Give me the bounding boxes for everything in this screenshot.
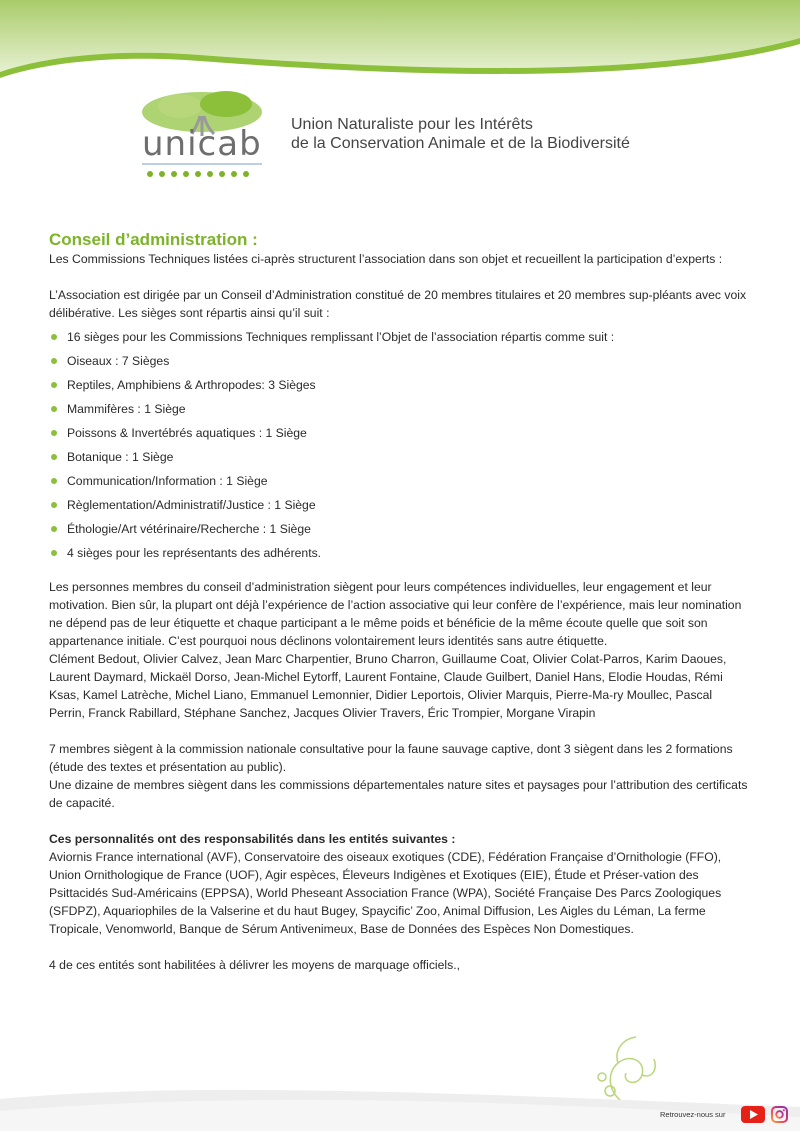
bullet-icon: [51, 454, 57, 460]
board-composition-paragraph: L’Association est dirigée par un Conseil d’Administration constitué de 20 membres titulaires et 20 membres sup-pléants avec voix délibérative. Les sièges sont répartis ainsi qu’il suit :: [49, 288, 747, 320]
organization-name: [291, 115, 630, 153]
list-item: Oiseaux : 7 Sièges: [49, 352, 749, 376]
entities-list: Aviornis France international (AVF), Conservatoire des oiseaux exotiques (CDE), Fédération Française d’Ornithologie (FFO), Union Ornithologique de France (UOF), Agir espèces, Éleveurs Indigènes et Exotiques (EIE), Étude et Préser-vation des Psittacidés Sud-Américains (EPPSA), World Pheseant Association France (WPA), Société Française Des Parcs Zoologiques (SFDPZ), Aquariophiles de la Valserine et du haut Bugey, Spaycific’ Zoo, Animal Diffusion, Les Aigles du Léman, La ferme Tropicale, Venomworld, Banque de Sérum Antivenimeux, Base de Données des Espèces Non Domestiques.: [49, 850, 722, 936]
bullet-icon: [51, 334, 57, 340]
commission-departementale-paragraph: Une dizaine de membres siègent dans les commissions départementales nature sites et paysages pour l’attribution des certificats de capacité.: [49, 778, 748, 810]
organization-name-line2: de la Conservation Animale et de la Biodiversité: [291, 135, 630, 152]
list-item: Règlementation/Administratif/Justice : 1 Siège: [49, 496, 749, 520]
bullet-icon: [51, 526, 57, 532]
list-item: Éthologie/Art vétérinaire/Recherche : 1 Siège: [49, 520, 749, 544]
commission-nationale-paragraph: 7 membres siègent à la commission nationale consultative pour la faune sauvage captive, dont 3 siègent dans les 2 formations (étude des textes et présentation au public).: [49, 742, 733, 774]
bullet-icon: [51, 358, 57, 364]
section-title: Conseil d’administration :: [49, 230, 258, 249]
bullet-icon: [51, 478, 57, 484]
instagram-icon[interactable]: [771, 1106, 788, 1123]
social-caption: Retrouvez-nous sur: [660, 1110, 726, 1119]
members-list: Clément Bedout, Olivier Calvez, Jean Marc Charpentier, Bruno Charron, Guillaume Coat, Olivier Colat-Parros, Karim Daoues, Laurent Daymard, Mickaël Dorso, Jean-Michel Eytorff, Laurent Fontaine, Claude Guilbert, Daniel Hans, Elodie Houdas, Rémi Ksas, Kamel Latrèche, Michel Liano, Emmanuel Lemonnier, Didier Leportois, Olivier Marquis, Pierre-Ma-ry Moullec, Pascal Perrin, Franck Rabillard, Stéphane Sanchez, Jacques Olivier Travers, Éric Trompier, Morgane Virapin: [49, 652, 727, 720]
entities-heading: Ces personnalités ont des responsabilités dans les entités suivantes :: [49, 832, 456, 846]
members-motivation-paragraph: Les personnes membres du conseil d’administration siègent pour leurs compétences individuelles, leur engagement et leur motivation. Bien sûr, la plupart ont déjà l’expérience de l’action associative qui leur confère de l’expérience, mais leur nomination ne dépend pas de leur étiquette et chaque participant a le même poids et bénéficie de la même écoute quelle que soit son appartenance initiale. C’est pourquoi nous déclinons volontairement leurs identités sans autre étiquette.: [49, 580, 742, 648]
bullet-icon: [51, 430, 57, 436]
organization-name-line1: Union Naturaliste pour les Intérêts: [291, 116, 533, 133]
list-item: 16 sièges pour les Commissions Techniques remplissant l’Objet de l’association répartis comme suit :: [49, 328, 749, 352]
list-item: Communication/Information : 1 Siège: [49, 472, 749, 496]
bullet-icon: [51, 382, 57, 388]
bullet-icon: [51, 406, 57, 412]
header-wave: [0, 0, 800, 90]
main-content: [49, 230, 749, 974]
youtube-icon[interactable]: [741, 1106, 765, 1123]
list-item: Mammifères : 1 Siège: [49, 400, 749, 424]
closing-paragraph: 4 de ces entités sont habilitées à délivrer les moyens de marquage officiels.,: [49, 958, 460, 972]
logo-wordmark: unicab: [142, 124, 262, 164]
list-item: 4 sièges pour les représentants des adhérents.: [49, 544, 749, 568]
list-item: Reptiles, Amphibiens & Arthropodes: 3 Sièges: [49, 376, 749, 400]
seats-list: [49, 328, 749, 568]
list-item: Poissons & Invertébrés aquatiques : 1 Siège: [49, 424, 749, 448]
bullet-icon: [51, 502, 57, 508]
intro-paragraph: Les Commissions Techniques listées ci-après structurent l’association dans son objet et recueillent la participation d’experts :: [49, 252, 723, 266]
bullet-icon: [51, 550, 57, 556]
list-item: Botanique : 1 Siège: [49, 448, 749, 472]
footer-wave: [0, 1071, 800, 1131]
